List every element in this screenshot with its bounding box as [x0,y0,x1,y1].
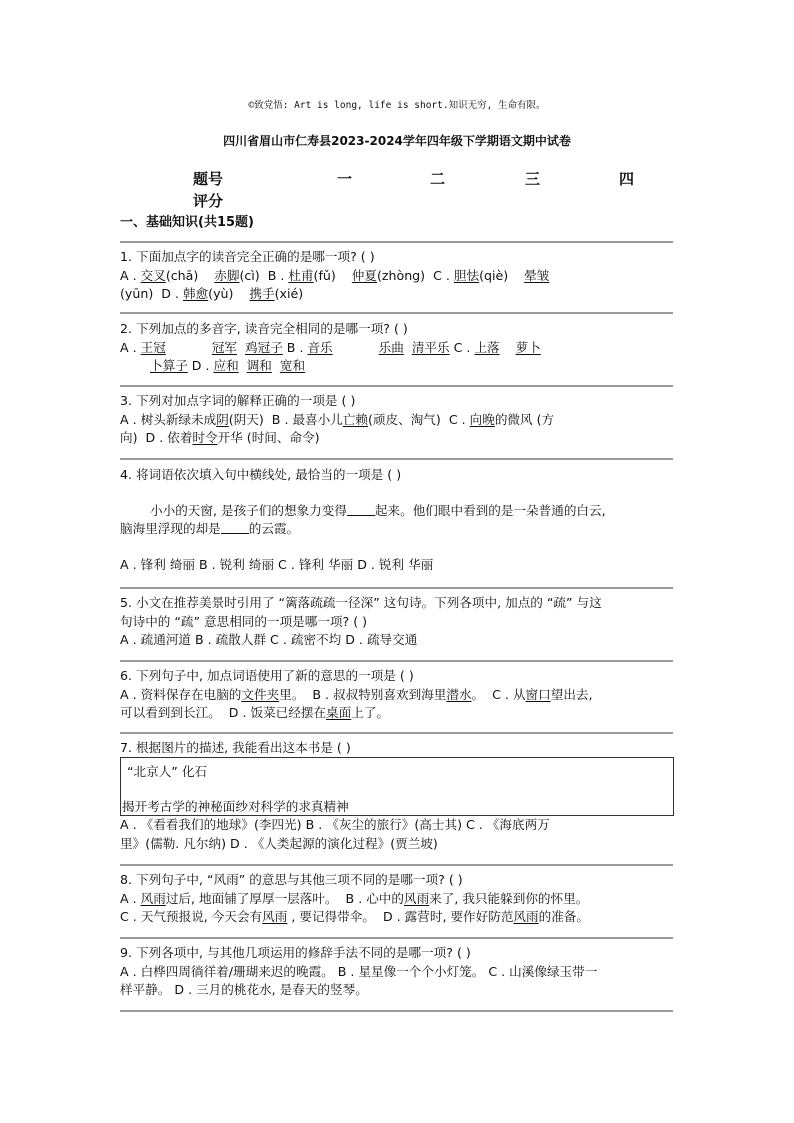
question-options [120,890,676,909]
question-options [120,908,676,927]
fill-blank [347,503,375,516]
question-stem: 句诗中的 “疏” 意思相同的一项是哪一项? ( ) [120,613,368,629]
option-text: 天气预报说, 今天会有 [140,909,263,924]
option-word: 风雨 [262,909,288,924]
question-options [120,686,676,705]
passage-text: 小小的天窗, 是孩子们的想象力变得 [150,502,347,518]
option-word: 上落 [474,339,500,355]
option-word: 调和 [246,358,272,373]
option-text: , 要记得带伞。 [287,909,375,924]
option-pinyin: (chā) [165,267,199,283]
option-word: 应和 [213,358,239,373]
passage-text: 起来。他们眼中看到的是一朵普通的白云, [374,502,606,518]
option-text: 叔叔特别喜欢到海里 [333,686,447,702]
divider [120,937,673,939]
option-word: 风雨 [140,890,166,906]
option-word: 向晚 [469,411,495,427]
question-options: 样平静。 D . 三月的桃花水, 是春天的竖琴。 [120,982,368,997]
divider [120,864,673,866]
question-stem: 3. 下列对加点字词的解释正确的一项是 ( ) [120,393,356,408]
option-a-label: A . [120,339,141,355]
question-options: A . 《看看我们的地球》(李四光) B . 《灰尘的旅行》(高士其) C . 《海底两万 [120,817,550,832]
option-text: 开华 (时间、命令) [217,430,320,445]
divider [120,660,673,662]
passage-text: 脑海里浮现的却是 [120,521,221,536]
option-text: 露营时, 要作好防范 [404,909,514,924]
option-word: 萝卜 [515,339,541,355]
option-word: 窗口 [525,686,551,702]
option-text: 的微风 (方 [494,411,555,427]
option-word: 清平乐 [411,339,450,355]
book-description-box [120,757,674,816]
option-text: 从 [512,686,526,702]
option-word: 桌面 [326,705,352,720]
question-options [120,631,676,650]
option-word: 卜算子 [150,358,188,373]
option-a-label: A . [120,890,141,906]
option-text: 上了。 [351,705,389,720]
option-word: 宽和 [279,358,306,373]
option-text: 过后, 地面铺了厚厚一层落叶。 [165,890,338,906]
option-a-label: A . [120,632,141,647]
option-text: 。 [471,686,485,702]
option-b-label: B . [191,632,216,647]
option-text: 心中的 [366,890,404,906]
option-d-label: D . [161,286,183,301]
option-word: 文件夹 [241,686,280,702]
option-pinyin: (xié) [274,286,304,301]
question-options [120,429,676,448]
question-4 [120,466,676,574]
option-text: 饭菜已经摆在 [250,705,327,720]
question-7 [120,739,676,758]
question-options [120,267,676,286]
option-word: 胆怯 [453,267,480,283]
option-text: (阴天) [228,411,264,427]
option-text: 疏通河道 [140,632,191,647]
option-text: 疏散人群 [215,632,267,647]
question-8 [120,871,676,927]
fill-blank [221,521,249,534]
question-9 [120,944,676,1000]
question-options [120,285,676,304]
option-c-label: C . [120,909,141,924]
option-word: 赤脚 [214,267,240,283]
option-word: 王冠 [140,339,166,355]
option-word: 时令 [192,430,218,445]
option-a-label: A . [120,411,141,427]
score-col-2: 二 [430,170,446,188]
box-text: “北京人” 化石 [127,764,208,779]
option-word: 携手 [249,286,275,301]
divider [120,458,673,460]
option-a-label: A . [120,686,141,702]
option-c-label: C . [266,632,291,647]
question-stem: 6. 下列句子中, 加点词语使用了新的意思的一项是 ( ) [120,668,414,683]
option-a-label: A . [120,267,141,283]
divider [120,1010,673,1012]
option-word: 鸡冠子 [245,339,283,355]
question-stem: 8. 下列句子中, “风雨” 的意思与其他三项不同的是哪一项? ( ) [120,872,463,887]
option-text: 疏密不均 [290,632,342,647]
option-d-label: D . [382,909,405,924]
option-text: 望出去, [550,686,593,702]
option-pinyin: (cì) [239,267,260,283]
option-word: 阴 [216,411,229,427]
option-text: (顽皮、淘气) [368,411,441,427]
option-text: 资料保存在电脑的 [140,686,242,702]
question-stem: 4. 将词语依次填入句中横线处, 最恰当的一项是 ( ) [120,467,402,482]
option-c-label: C . [453,339,475,355]
option-text: 依着 [167,430,193,445]
passage-line [120,520,676,539]
option-text: 可以看到到长江。 [120,705,221,720]
option-pinyin: (yù) [208,286,234,301]
option-word: 韩愈 [182,286,209,301]
motto-header: ©致党悟: Art is long, life is short.知识无穷, 生命有限。 [248,100,546,111]
divider [120,732,673,734]
option-d-label: D . [191,358,214,373]
passage-line [120,502,676,521]
option-text: 向) [120,430,138,445]
question-options: 里》(儒勒. 凡尔纳) D . 《人类起源的演化过程》(贾兰坡) [120,835,438,851]
option-word: 交叉 [140,267,166,283]
box-text: 揭开考古学的神秘面纱对科学的求真精神 [122,799,349,814]
option-b-label: B . [312,686,333,702]
question-options [120,411,676,430]
option-b-label: B . [271,411,293,427]
option-word: 杜甫 [288,267,314,283]
score-label-score: 评分 [193,192,224,210]
option-text: 最喜小儿 [292,411,343,427]
question-1 [120,248,676,304]
question-stem: 1. 下面加点字的读音完全正确的是哪一项? ( ) [120,249,375,264]
option-text: 疏导交通 [366,632,418,647]
section-heading: 一、基础知识(共15题) [120,215,254,230]
option-b-label: B . [345,890,367,906]
question-options: A . 锋利 绮丽 B . 锐利 绮丽 C . 锋利 华丽 D . 锐利 华丽 [120,556,434,572]
divider [120,587,673,589]
option-word: 音乐 [307,339,333,355]
option-text: 的准备。 [538,909,589,924]
option-pinyin: (qiè) [479,267,509,283]
option-d-label: D . [228,705,251,720]
question-options: A . 白桦四周徜徉着/珊瑚来迟的晚霞。 B . 星星像一个个小灯笼。 C . 山溪像绿玉带一 [120,963,598,979]
option-pinyin: (yūn) [120,286,154,301]
question-5 [120,594,676,650]
question-2 [120,320,676,376]
option-word: 风雨 [513,909,539,924]
option-c-label: C . [448,411,470,427]
option-c-label: C . [433,267,454,283]
option-text: 里。 [279,686,305,702]
score-col-4: 四 [619,170,635,188]
question-stem: 7. 根据图片的描述, 我能看出这本书是 ( ) [120,740,351,755]
option-word: 仲夏 [351,267,377,283]
option-word: 亡赖 [342,411,369,427]
score-table-header [0,168,794,188]
option-pinyin: (fǔ) [313,267,336,283]
option-c-label: C . [492,686,513,702]
option-word: 冠军 [211,339,237,355]
option-text: 来了, 我只能躲到你的怀里。 [429,890,589,906]
divider [120,312,673,314]
option-word: 乐曲 [378,339,404,355]
option-b-label: B . [286,339,308,355]
score-col-3: 三 [525,170,541,188]
question-3 [120,392,676,448]
question-options [120,339,676,358]
score-col-1: 一 [337,170,353,188]
option-word: 晕皱 [524,267,550,283]
question-stem: 5. 小文在推荐美景时引用了 “篱落疏疏一径深” 这句诗。下列各项中, 加点的 “疏” 与这 [120,595,602,610]
page-title: 四川省眉山市仁寿县2023-2024学年四年级下学期语文期中试卷 [223,134,571,148]
divider [120,385,673,387]
question-7-options [120,816,676,853]
passage-text: 的云霞。 [248,521,300,536]
option-word: 风雨 [403,890,430,906]
option-text: 树头新绿未成 [140,411,217,427]
option-d-label: D . [145,430,168,445]
question-6 [120,667,676,723]
option-word: 潜水 [446,686,472,702]
divider [120,241,673,243]
option-b-label: B . [267,267,289,283]
question-options [120,704,676,723]
option-pinyin: (zhòng) [376,267,426,283]
question-stem: 9. 下列各项中, 与其他几项运用的修辞手法不同的是哪一项? ( ) [120,945,471,960]
question-stem: 2. 下列加点的多音字, 读音完全相同的是哪一项? ( ) [120,321,408,336]
question-options [120,357,676,376]
option-d-label: D . [341,632,367,647]
score-label-topic: 题号 [193,170,224,188]
